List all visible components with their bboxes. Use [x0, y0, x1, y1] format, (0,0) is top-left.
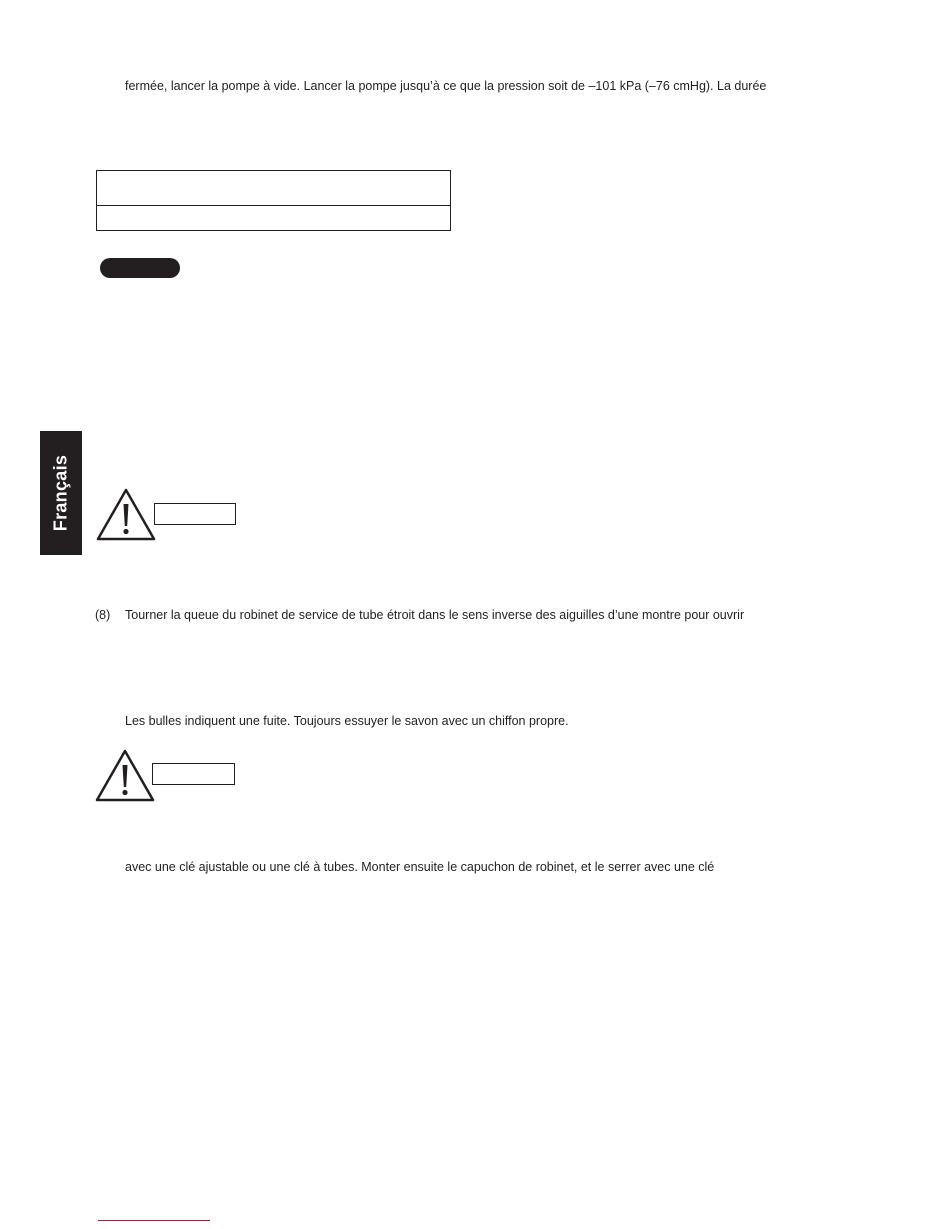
warning-triangle-icon — [95, 486, 157, 542]
wrench-instruction-text: avec une clé ajustable ou une clé à tubes. Monter ensuite le capuchon de robinet, et le serrer avec une clé — [125, 860, 715, 874]
footer-link-underline — [98, 1220, 210, 1221]
warning-label-box — [152, 763, 235, 785]
step-8-text: Tourner la queue du robinet de service de tube étroit dans le sens inverse des aiguilles d’une montre pour ouvrir — [125, 608, 745, 622]
warning-label-box — [154, 503, 236, 525]
language-side-tab — [40, 431, 82, 555]
spec-table — [96, 170, 451, 231]
note-badge — [100, 258, 180, 278]
language-tab-label: Français — [50, 454, 71, 532]
warning-triangle-icon — [94, 747, 156, 803]
vacuum-instruction-text: fermée, lancer la pompe à vide. Lancer la pompe jusqu’à ce que la pression soit de –101 kPa (–76 cmHg). La durée — [125, 79, 767, 93]
bubbles-leak-text: Les bulles indiquent une fuite. Toujours essuyer le savon avec un chiffon propre. — [125, 714, 569, 728]
table-row-divider — [97, 205, 450, 206]
step-number: (8) — [95, 608, 111, 622]
